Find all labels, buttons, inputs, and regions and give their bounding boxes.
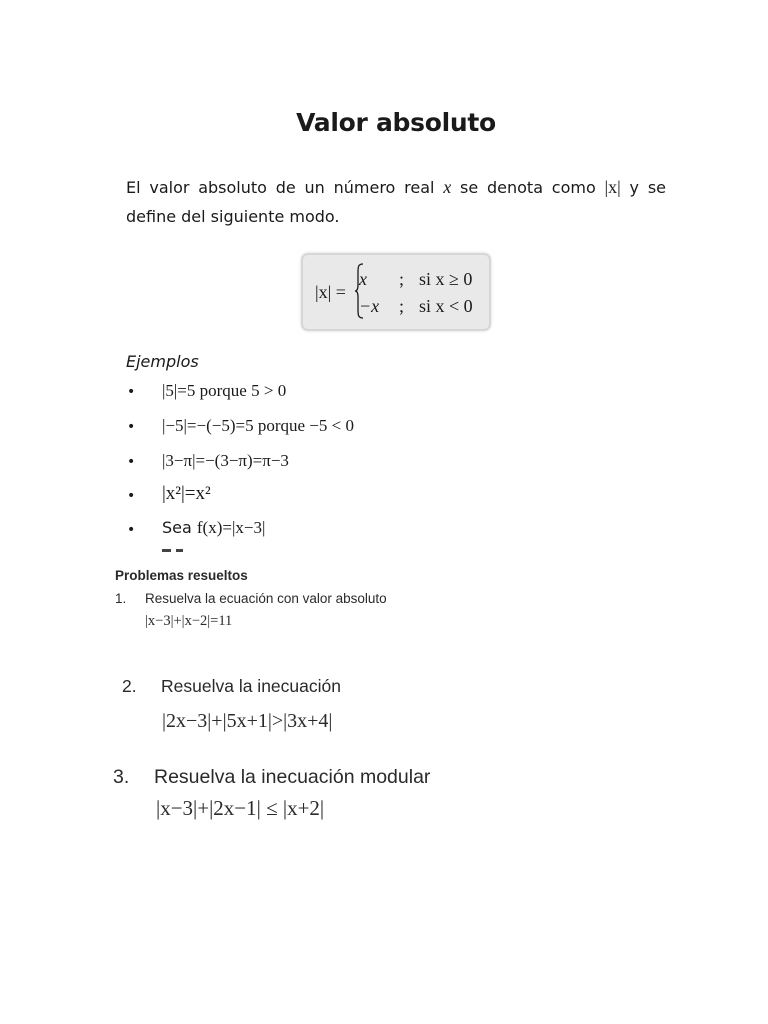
intro-text-3: y se define del siguiente modo. bbox=[126, 178, 666, 226]
example-3: |3−π|=−(3−π)=π−3 bbox=[162, 451, 289, 470]
intro-text-2: se denota como bbox=[451, 178, 605, 197]
example-5 bbox=[162, 518, 265, 538]
bullet-1: • bbox=[127, 384, 136, 400]
case2-condition: si x < 0 bbox=[419, 296, 473, 316]
problem-3-equation: |x−3|+|2x−1| ≤ |x+2| bbox=[156, 796, 325, 820]
problem-2-text: Resuelva la inecuación bbox=[161, 676, 341, 696]
problem-2-number: 2. bbox=[122, 676, 137, 696]
case1-value: x bbox=[359, 269, 367, 289]
problem-3-number: 3. bbox=[113, 766, 130, 788]
definition-box bbox=[301, 253, 491, 331]
cut-off-glyph bbox=[176, 549, 183, 552]
bullet-4: • bbox=[127, 488, 136, 504]
intro-text-1: El valor absoluto de un número real bbox=[126, 178, 444, 197]
problem-1-equation: |x−3|+|x−2|=11 bbox=[145, 613, 233, 629]
bullet-3: • bbox=[127, 454, 136, 470]
intro-paragraph bbox=[126, 173, 666, 231]
problem-1 bbox=[115, 591, 387, 606]
definition-lhs: |x| = bbox=[315, 282, 346, 302]
problems-heading: Problemas resueltos bbox=[115, 568, 248, 583]
intro-abs-notation: |x| bbox=[604, 177, 621, 197]
case2-value: −x bbox=[359, 296, 380, 316]
case2-separator: ; bbox=[399, 296, 405, 316]
example-5-formula: f(x)=|x−3| bbox=[196, 518, 266, 537]
cut-off-glyph bbox=[162, 549, 171, 552]
example-4: |x²|=x² bbox=[162, 483, 211, 504]
example-1: |5|=5 porque 5 > 0 bbox=[162, 381, 287, 400]
intro-variable: x bbox=[443, 177, 452, 197]
problem-3 bbox=[113, 766, 430, 789]
case1-separator: ; bbox=[399, 269, 405, 289]
example-2: |−5|=−(−5)=5 porque −5 < 0 bbox=[162, 416, 354, 435]
problem-2-equation: |2x−3|+|5x+1|>|3x+4| bbox=[162, 710, 333, 732]
case1-condition: si x ≥ 0 bbox=[419, 269, 473, 289]
examples-heading: Ejemplos bbox=[126, 352, 199, 371]
cut-off-line bbox=[162, 547, 222, 555]
bullet-2: • bbox=[127, 419, 136, 435]
problem-1-text: Resuelva la ecuación con valor absoluto bbox=[145, 591, 387, 606]
problem-2 bbox=[122, 676, 341, 697]
bullet-5: • bbox=[127, 522, 136, 538]
example-5-prefix: Sea bbox=[162, 518, 197, 537]
page-title: Valor absoluto bbox=[296, 108, 496, 137]
problem-1-number: 1. bbox=[115, 591, 127, 606]
problem-3-text: Resuelva la inecuación modular bbox=[154, 766, 431, 788]
